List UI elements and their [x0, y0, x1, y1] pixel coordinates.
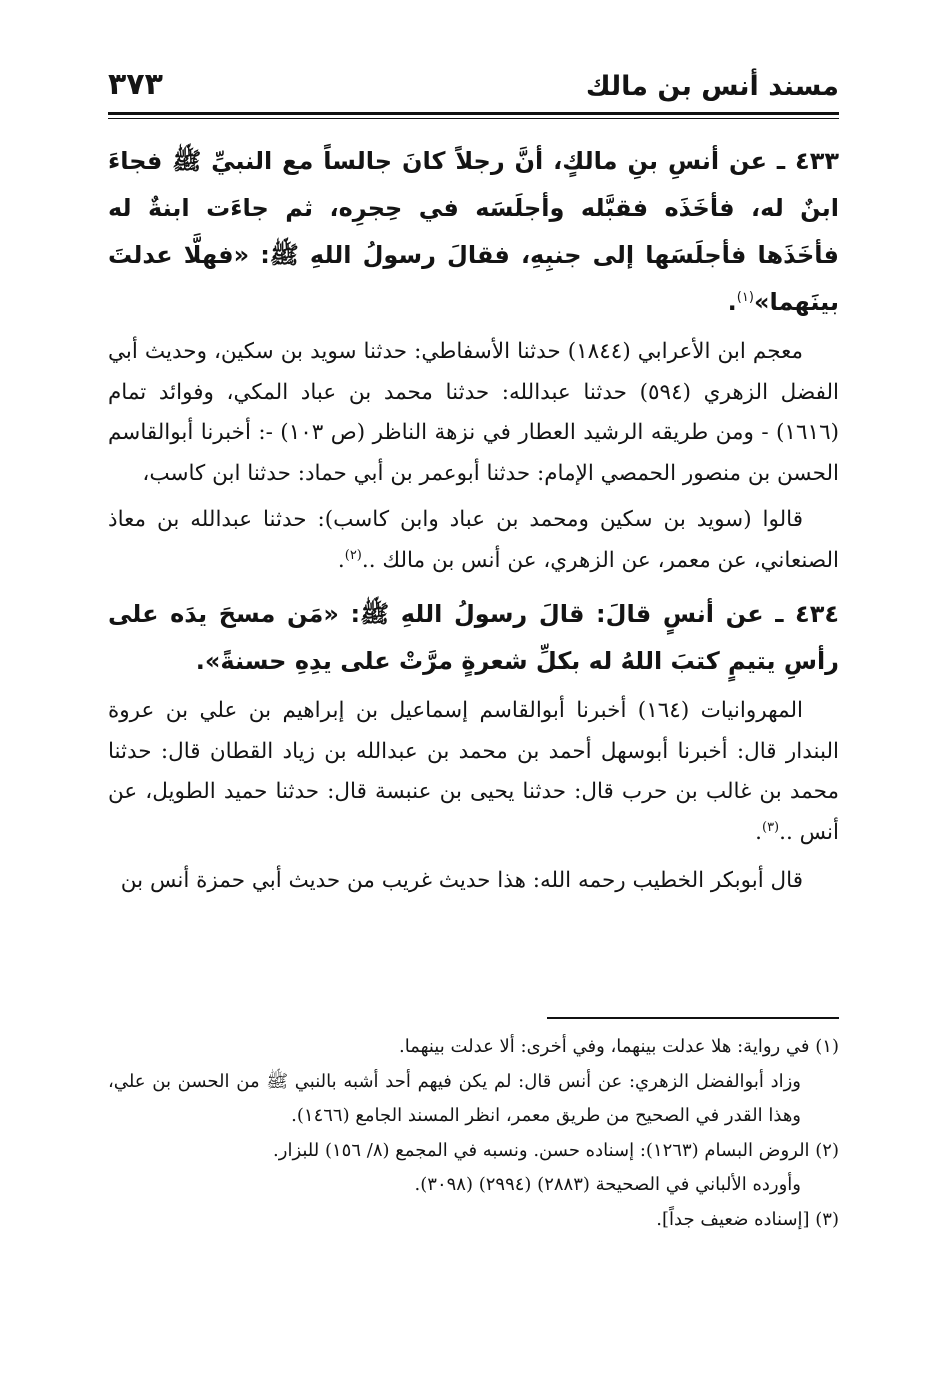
- khatib-comment: قال أبوبكر الخطيب رحمه الله: هذا حديث غريب من حديث أبي حمزة أنس بن: [120, 868, 803, 893]
- hadith-433-text: ٤٣٣ ـ عن أنسِ بنِ مالكٍ، أنَّ رجلاً كانَ جالساً مع النبيِّ ﷺ فجاءَ ابنٌ له، فأخَذَه فقبَّله وأجلَسَه في حِجرِه، ثم جاءَت ابنةٌ له فأخَذَها فأجلَسَها إلى جنبِهِ، فقالَ رسولُ اللهِ ﷺ: «فهلَّا عدلتَ بينَهما»: [108, 147, 839, 316]
- footnote-ref-1: (١): [736, 290, 754, 305]
- footnote-1-continued: وزاد أبوالفضل الزهري: عن أنس قال: لم يكن فيهم أحد أشبه بالنبي ﷺ من الحسن بن علي، وهذا القدر في الصحيح من طريق معمر، انظر المسند الجامع (١٤٦٦).: [108, 1070, 801, 1126]
- page-number: ٣٧٣: [108, 67, 163, 102]
- main-text: [108, 138, 839, 902]
- footnote-ref-3: (٣): [761, 819, 780, 835]
- footnote-2: (٢) الروض البسام (١٢٦٣): إسناده حسن. ونسبه في المجمع (٨/ ١٥٦) للبزار.: [273, 1139, 839, 1161]
- hadith-433-end: .: [727, 288, 737, 316]
- footnote-2-continued: وأورده الألباني في الصحيحة (٢٨٨٣) (٢٩٩٤) (٣٠٩٨).: [414, 1174, 801, 1195]
- hadith-434: ٤٣٤ ـ عن أنسٍ قالَ: قالَ رسولُ اللهِ ﷺ: «مَن مسحَ يدَه على رأسِ يتيمٍ كتبَ اللهُ له بكلِّ شعرةٍ مرَّتْ على يدِهِ حسنةً».: [108, 600, 839, 675]
- footnote-3: (٣) [إسناده ضعيف جداً].: [656, 1208, 839, 1230]
- hadith-434-sources-end: .: [755, 819, 762, 845]
- footnote-separator: [547, 1017, 839, 1019]
- hadith-434-sources-text: المهروانيات (١٦٤) أخبرنا أبوالقاسم إسماعيل بن إبراهيم بن علي بن عروة البندار قال: أخبرنا أبوسهل أحمد بن محمد بن عبدالله بن زياد القطان قال: حدثنا محمد بن غالب بن حرب قال: حدثنا يحيى بن عنبسة قال: حدثنا حميد الطويل، عن أنس ..: [108, 698, 839, 845]
- page-header: [108, 58, 839, 110]
- running-title: مسند أنس بن مالك: [585, 71, 839, 102]
- header-rule: [108, 112, 839, 115]
- hadith-433-chain: [108, 500, 839, 581]
- hadith-433: [108, 138, 839, 326]
- footnote-ref-2: (٢): [344, 547, 362, 563]
- footnotes: [108, 1030, 839, 1237]
- hadith-433-chain-text: قالوا (سويد بن سكين ومحمد بن عباد وابن كاسب): حدثنا عبدالله بن معاذ الصنعاني، عن معمر، عن الزهري، عن أنس بن مالك ..: [108, 507, 839, 573]
- hadith-433-sources: معجم ابن الأعرابي (١٨٤٤) حدثنا الأسفاطي: حدثنا سويد بن سكين، وحديث أبي الفضل الزهري (٥٩٤) حدثنا عبدالله: حدثنا محمد بن عباد المكي، وفوائد تمام (١٦١٦) - ومن طريقه الرشيد العطار في نزهة الناظر (ص ١٠٣) -: أخبرنا أبوالقاسم الحسن بن منصور الحمصي الإمام: حدثنا أبوعمر بن أبي حماد: حدثنا ابن كاسب،: [108, 339, 840, 486]
- hadith-434-sources: [108, 691, 839, 853]
- header-rule-thin: [108, 118, 839, 119]
- hadith-433-chain-end: .: [337, 547, 345, 573]
- footnote-1: (١) في رواية: هلا عدلت بينهما، وفي أخرى: ألا عدلت بينهما.: [398, 1036, 839, 1057]
